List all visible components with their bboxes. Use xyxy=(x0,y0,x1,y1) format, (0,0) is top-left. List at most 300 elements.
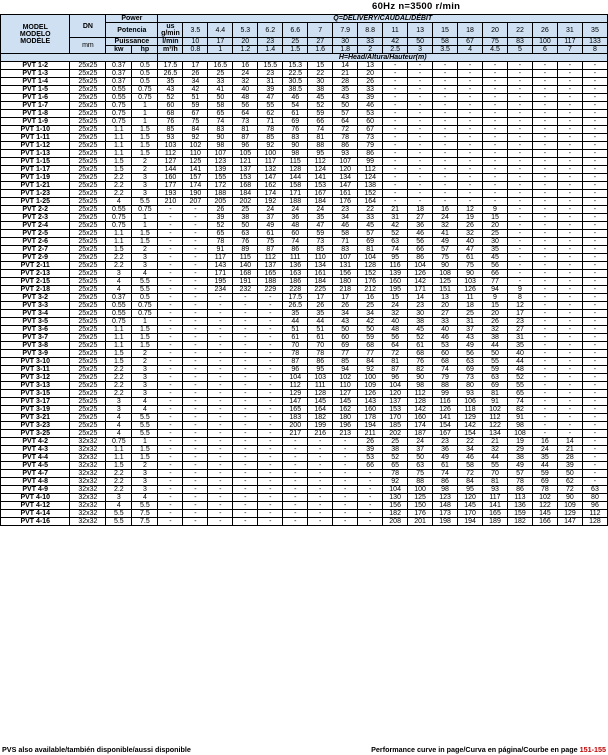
row-head-value: - xyxy=(483,102,508,110)
row-model: PVT 3-10 xyxy=(1,358,70,366)
row-head-value: - xyxy=(582,78,607,86)
row-model: PVT 3-15 xyxy=(1,390,70,398)
row-head-value: - xyxy=(433,158,458,166)
table-row[interactable] xyxy=(1,374,608,382)
row-head-value: 229 xyxy=(258,286,283,294)
row-head-value: - xyxy=(208,294,233,302)
flow-m3h-5: 1.5 xyxy=(283,46,308,54)
flow-us-3: 5.3 xyxy=(233,23,258,38)
table-row[interactable] xyxy=(1,350,608,358)
table-row[interactable] xyxy=(1,142,608,150)
row-head-value: 100 xyxy=(408,486,433,494)
table-row[interactable] xyxy=(1,262,608,270)
row-head-value: - xyxy=(507,254,532,262)
row-head-value: 38 xyxy=(507,454,532,462)
row-head-value: 104 xyxy=(383,382,408,390)
row-head-value: - xyxy=(183,470,208,478)
row-head-value: 18 xyxy=(408,206,433,214)
row-head-value: 12 xyxy=(507,302,532,310)
row-dn: 25x25 xyxy=(70,366,106,374)
row-head-value: - xyxy=(557,286,582,294)
row-head-value: - xyxy=(408,150,433,158)
row-head-value: 49 xyxy=(458,342,483,350)
row-head-value: 23 xyxy=(408,302,433,310)
row-dn: 25x25 xyxy=(70,334,106,342)
row-head-value: 38.5 xyxy=(283,86,308,94)
row-power-hp: 0.75 xyxy=(132,94,158,102)
row-power-kw: 4 xyxy=(106,430,132,438)
row-head-value: - xyxy=(507,262,532,270)
row-head-value: - xyxy=(532,358,557,366)
row-head-value: - xyxy=(183,494,208,502)
row-head-value: - xyxy=(383,166,408,174)
row-head-value: - xyxy=(532,374,557,382)
table-row[interactable] xyxy=(1,230,608,238)
row-head-value: 128 xyxy=(308,390,333,398)
row-head-value: 33 xyxy=(433,318,458,326)
table-row[interactable] xyxy=(1,214,608,222)
table-row[interactable] xyxy=(1,246,608,254)
row-power-hp: 0.5 xyxy=(132,62,158,70)
row-head-value: 165 xyxy=(258,270,283,278)
row-head-value: 58 xyxy=(333,230,358,238)
row-head-value: - xyxy=(208,454,233,462)
row-head-value: - xyxy=(233,310,258,318)
table-row[interactable] xyxy=(1,486,608,494)
table-row[interactable] xyxy=(1,446,608,454)
row-head-value: - xyxy=(557,174,582,182)
row-head-value: 156 xyxy=(383,502,408,510)
row-head-value: - xyxy=(158,438,183,446)
table-row[interactable] xyxy=(1,166,608,174)
header-row-1 xyxy=(1,15,608,23)
table-row[interactable] xyxy=(1,182,608,190)
row-model: PVT 3-2 xyxy=(1,294,70,302)
row-head-value: - xyxy=(582,438,607,446)
table-row[interactable] xyxy=(1,302,608,310)
row-power-kw: 2.2 xyxy=(106,366,132,374)
row-head-value: 24 xyxy=(532,446,557,454)
table-row[interactable] xyxy=(1,174,608,182)
flow-lmin-17: 133 xyxy=(582,38,607,46)
table-row[interactable] xyxy=(1,134,608,142)
table-row[interactable] xyxy=(1,390,608,398)
row-power-kw: 2.2 xyxy=(106,470,132,478)
row-head-value: 55 xyxy=(483,358,508,366)
table-row[interactable] xyxy=(1,222,608,230)
row-head-value: 178 xyxy=(358,414,383,422)
row-head-value: 60 xyxy=(433,350,458,358)
row-head-value: - xyxy=(557,430,582,438)
row-head-value: - xyxy=(408,158,433,166)
row-model: PVT 4-2 xyxy=(1,438,70,446)
row-head-value: 54 xyxy=(283,102,308,110)
row-head-value: - xyxy=(507,102,532,110)
row-head-value: - xyxy=(233,382,258,390)
table-row[interactable] xyxy=(1,326,608,334)
table-row[interactable] xyxy=(1,334,608,342)
row-head-value: - xyxy=(582,374,607,382)
row-head-value: 176 xyxy=(333,198,358,206)
row-head-value: 61 xyxy=(283,110,308,118)
row-head-value: - xyxy=(233,454,258,462)
row-head-value: 79 xyxy=(433,374,458,382)
row-head-value: 9 xyxy=(507,286,532,294)
table-row[interactable] xyxy=(1,422,608,430)
row-head-value: 39 xyxy=(258,86,283,94)
row-head-value: 16 xyxy=(433,206,458,214)
row-head-value: - xyxy=(158,494,183,502)
row-head-value: - xyxy=(582,462,607,470)
row-head-value: - xyxy=(283,470,308,478)
row-head-value: 93 xyxy=(483,486,508,494)
row-head-value: - xyxy=(258,350,283,358)
row-head-value: 166 xyxy=(532,518,557,526)
table-row[interactable] xyxy=(1,238,608,246)
row-dn: 32x32 xyxy=(70,486,106,494)
row-head-value: - xyxy=(233,478,258,486)
row-power-hp: 0.75 xyxy=(132,86,158,94)
row-model: PVT 1-11 xyxy=(1,134,70,142)
row-head-value: - xyxy=(532,118,557,126)
row-dn: 32x32 xyxy=(70,446,106,454)
table-row[interactable] xyxy=(1,366,608,374)
row-head-value: 180 xyxy=(333,278,358,286)
row-power-hp: 3 xyxy=(132,182,158,190)
row-head-value: 66 xyxy=(483,270,508,278)
row-head-value: 61 xyxy=(433,462,458,470)
row-head-value: - xyxy=(557,406,582,414)
row-power-kw: 5.5 xyxy=(106,510,132,518)
row-head-value: 86 xyxy=(333,142,358,150)
row-power-hp: 3 xyxy=(132,254,158,262)
table-row[interactable] xyxy=(1,494,608,502)
row-head-value: - xyxy=(333,518,358,526)
row-head-value: 34 xyxy=(333,310,358,318)
table-row[interactable] xyxy=(1,70,608,78)
row-head-value: - xyxy=(483,174,508,182)
row-head-value: - xyxy=(258,390,283,398)
row-head-value: 93 xyxy=(158,134,183,142)
row-head-value: 82 xyxy=(408,366,433,374)
table-row[interactable] xyxy=(1,198,608,206)
table-row[interactable] xyxy=(1,318,608,326)
row-head-value: - xyxy=(408,198,433,206)
row-head-value: 17.5 xyxy=(283,294,308,302)
row-power-hp: 1.5 xyxy=(132,454,158,462)
table-row[interactable] xyxy=(1,310,608,318)
row-head-value: 213 xyxy=(333,430,358,438)
table-row[interactable] xyxy=(1,86,608,94)
row-head-value: 201 xyxy=(408,518,433,526)
row-head-value: - xyxy=(333,510,358,518)
row-head-value: - xyxy=(383,78,408,86)
row-head-value: 38 xyxy=(233,214,258,222)
row-head-value: 154 xyxy=(458,430,483,438)
row-head-value: - xyxy=(582,214,607,222)
row-head-value: - xyxy=(183,278,208,286)
table-row[interactable] xyxy=(1,414,608,422)
row-head-value: 31 xyxy=(258,78,283,86)
row-head-value: - xyxy=(208,366,233,374)
row-head-value: 45 xyxy=(358,222,383,230)
flow-us-8: 8.8 xyxy=(358,23,383,38)
row-head-value: 67 xyxy=(358,126,383,134)
row-head-value: 75 xyxy=(183,118,208,126)
row-model: PVT 3-25 xyxy=(1,430,70,438)
row-head-value: 50 xyxy=(408,454,433,462)
row-head-value: - xyxy=(458,166,483,174)
row-head-value: - xyxy=(158,502,183,510)
flow-m3h-9: 2.5 xyxy=(383,46,408,54)
row-dn: 25x25 xyxy=(70,150,106,158)
row-head-value: 145 xyxy=(333,398,358,406)
row-head-value: 56 xyxy=(483,262,508,270)
row-head-value: - xyxy=(507,190,532,198)
row-head-value: - xyxy=(208,358,233,366)
table-row[interactable] xyxy=(1,150,608,158)
row-head-value: - xyxy=(283,478,308,486)
table-row[interactable] xyxy=(1,462,608,470)
row-head-value: - xyxy=(582,294,607,302)
row-power-kw: 2.2 xyxy=(106,254,132,262)
row-dn: 25x25 xyxy=(70,246,106,254)
row-head-value: 75 xyxy=(433,254,458,262)
row-head-value: - xyxy=(532,174,557,182)
row-head-value: 141 xyxy=(483,502,508,510)
table-row[interactable] xyxy=(1,126,608,134)
row-head-value: - xyxy=(582,350,607,358)
row-head-value: - xyxy=(183,518,208,526)
row-head-value: - xyxy=(532,214,557,222)
row-dn: 25x25 xyxy=(70,406,106,414)
row-head-value: 32 xyxy=(433,222,458,230)
flow-lmin-3: 20 xyxy=(233,38,258,46)
row-power-hp: 3 xyxy=(132,382,158,390)
row-head-value: 44 xyxy=(532,462,557,470)
row-head-value: - xyxy=(158,470,183,478)
row-head-value: 165 xyxy=(483,510,508,518)
row-head-value: - xyxy=(183,342,208,350)
flow-us-13: 20 xyxy=(483,23,508,38)
row-head-value: 137 xyxy=(383,398,408,406)
row-head-value: 120 xyxy=(333,166,358,174)
row-head-value: 199 xyxy=(308,422,333,430)
row-head-value: 147 xyxy=(557,518,582,526)
row-head-value: 126 xyxy=(408,270,433,278)
flow-lmin-11: 58 xyxy=(433,38,458,46)
row-head-value: 35 xyxy=(333,86,358,94)
row-head-value: 52 xyxy=(383,230,408,238)
row-head-value: - xyxy=(308,454,333,462)
row-head-value: 167 xyxy=(308,190,333,198)
row-head-value: 35 xyxy=(283,310,308,318)
row-head-value: 161 xyxy=(308,270,333,278)
row-head-value: - xyxy=(233,302,258,310)
row-head-value: 176 xyxy=(408,510,433,518)
row-head-value: 75 xyxy=(408,470,433,478)
row-head-value: - xyxy=(557,134,582,142)
row-head-value: 104 xyxy=(408,262,433,270)
row-head-value: 61 xyxy=(408,342,433,350)
row-head-value: 39 xyxy=(358,446,383,454)
row-head-value: - xyxy=(183,486,208,494)
table-row[interactable] xyxy=(1,478,608,486)
table-row[interactable] xyxy=(1,454,608,462)
row-head-value: 110 xyxy=(308,254,333,262)
row-dn: 25x25 xyxy=(70,262,106,270)
row-head-value: - xyxy=(483,166,508,174)
table-row[interactable] xyxy=(1,510,608,518)
row-head-value: - xyxy=(158,350,183,358)
row-head-value: 104 xyxy=(283,374,308,382)
row-head-value: 106 xyxy=(458,398,483,406)
row-head-value: - xyxy=(582,110,607,118)
row-head-value: 140 xyxy=(233,262,258,270)
row-head-value: 84 xyxy=(358,358,383,366)
row-dn: 25x25 xyxy=(70,230,106,238)
row-head-value: 70 xyxy=(308,342,333,350)
row-head-value: 153 xyxy=(383,406,408,414)
row-head-value: - xyxy=(532,414,557,422)
row-head-value: - xyxy=(557,262,582,270)
row-head-value: - xyxy=(208,382,233,390)
row-head-value: - xyxy=(408,86,433,94)
table-row[interactable] xyxy=(1,382,608,390)
row-head-value: - xyxy=(408,94,433,102)
table-row[interactable] xyxy=(1,358,608,366)
row-power-kw: 1.1 xyxy=(106,134,132,142)
row-head-value: 59 xyxy=(308,230,333,238)
model-header-en: MODEL xyxy=(22,23,48,31)
row-power-kw: 0.37 xyxy=(106,294,132,302)
row-head-value: 95 xyxy=(308,366,333,374)
row-head-value: - xyxy=(383,198,408,206)
table-row[interactable] xyxy=(1,110,608,118)
table-row[interactable] xyxy=(1,286,608,294)
row-model: PVT 4-16 xyxy=(1,518,70,526)
row-head-value: - xyxy=(258,342,283,350)
row-head-value: 32 xyxy=(383,310,408,318)
row-head-value: 37 xyxy=(458,326,483,334)
row-head-value: - xyxy=(458,110,483,118)
row-head-value: 40 xyxy=(233,86,258,94)
table-row[interactable] xyxy=(1,278,608,286)
row-head-value: 83 xyxy=(208,126,233,134)
row-head-value: - xyxy=(408,126,433,134)
table-row[interactable] xyxy=(1,94,608,102)
row-head-value: - xyxy=(333,462,358,470)
row-power-kw: 1.1 xyxy=(106,446,132,454)
row-head-value: 115 xyxy=(233,254,258,262)
row-head-value: 86 xyxy=(283,246,308,254)
row-head-value: 26.5 xyxy=(283,302,308,310)
table-row[interactable] xyxy=(1,342,608,350)
row-head-value: - xyxy=(158,334,183,342)
table-row[interactable] xyxy=(1,102,608,110)
row-head-value: 17 xyxy=(308,294,333,302)
table-row[interactable] xyxy=(1,62,608,70)
row-head-value: - xyxy=(458,134,483,142)
table-row[interactable] xyxy=(1,470,608,478)
row-head-value: 46 xyxy=(283,94,308,102)
row-head-value: - xyxy=(333,486,358,494)
row-power-hp: 1 xyxy=(132,214,158,222)
table-row[interactable] xyxy=(1,406,608,414)
row-head-value: - xyxy=(582,318,607,326)
row-power-hp: 4 xyxy=(132,398,158,406)
row-head-value: - xyxy=(208,446,233,454)
row-head-value: 25 xyxy=(458,310,483,318)
row-head-value: 46 xyxy=(358,102,383,110)
row-model: PVT 3-4 xyxy=(1,310,70,318)
flow-m3h-14: 5 xyxy=(507,46,532,54)
row-head-value: - xyxy=(557,222,582,230)
row-head-value: 14 xyxy=(333,62,358,70)
row-head-value: - xyxy=(183,350,208,358)
table-row[interactable] xyxy=(1,158,608,166)
row-head-value: 64 xyxy=(383,342,408,350)
row-head-value: 36 xyxy=(408,222,433,230)
row-head-value: - xyxy=(183,302,208,310)
row-head-value: - xyxy=(408,110,433,118)
table-row[interactable] xyxy=(1,398,608,406)
row-dn: 25x25 xyxy=(70,102,106,110)
row-head-value: 15 xyxy=(308,62,333,70)
table-row[interactable] xyxy=(1,294,608,302)
table-row[interactable] xyxy=(1,118,608,126)
row-head-value: - xyxy=(507,78,532,86)
table-row[interactable] xyxy=(1,438,608,446)
table-row[interactable] xyxy=(1,78,608,86)
row-head-value: 61 xyxy=(283,334,308,342)
row-head-value: 26 xyxy=(308,302,333,310)
row-head-value: 43 xyxy=(333,94,358,102)
row-head-value: 9 xyxy=(483,294,508,302)
table-row[interactable] xyxy=(1,518,608,526)
table-row[interactable] xyxy=(1,270,608,278)
row-head-value: 52 xyxy=(408,334,433,342)
row-dn: 32x32 xyxy=(70,462,106,470)
model-header-es: MODELO xyxy=(19,30,51,38)
row-head-value: 26 xyxy=(208,206,233,214)
table-row[interactable] xyxy=(1,206,608,214)
row-dn: 25x25 xyxy=(70,94,106,102)
row-head-value: - xyxy=(557,382,582,390)
power-header-en: Power xyxy=(106,15,158,23)
row-head-value: - xyxy=(183,246,208,254)
table-row[interactable] xyxy=(1,254,608,262)
footer-right-note xyxy=(371,745,606,754)
table-row[interactable] xyxy=(1,190,608,198)
row-model: PVT 1-17 xyxy=(1,166,70,174)
row-head-value: 66 xyxy=(408,246,433,254)
row-head-value: - xyxy=(258,294,283,302)
table-row[interactable] xyxy=(1,502,608,510)
row-head-value: - xyxy=(158,406,183,414)
row-head-value: 165 xyxy=(283,406,308,414)
row-power-kw: 0.75 xyxy=(106,118,132,126)
row-head-value: 104 xyxy=(358,254,383,262)
table-row[interactable] xyxy=(1,430,608,438)
row-power-kw: 4 xyxy=(106,198,132,206)
row-head-value: 76 xyxy=(233,238,258,246)
row-head-value: 44 xyxy=(483,342,508,350)
row-head-value: - xyxy=(507,206,532,214)
row-head-value: 124 xyxy=(308,166,333,174)
row-head-value: - xyxy=(158,398,183,406)
row-dn: 32x32 xyxy=(70,518,106,526)
